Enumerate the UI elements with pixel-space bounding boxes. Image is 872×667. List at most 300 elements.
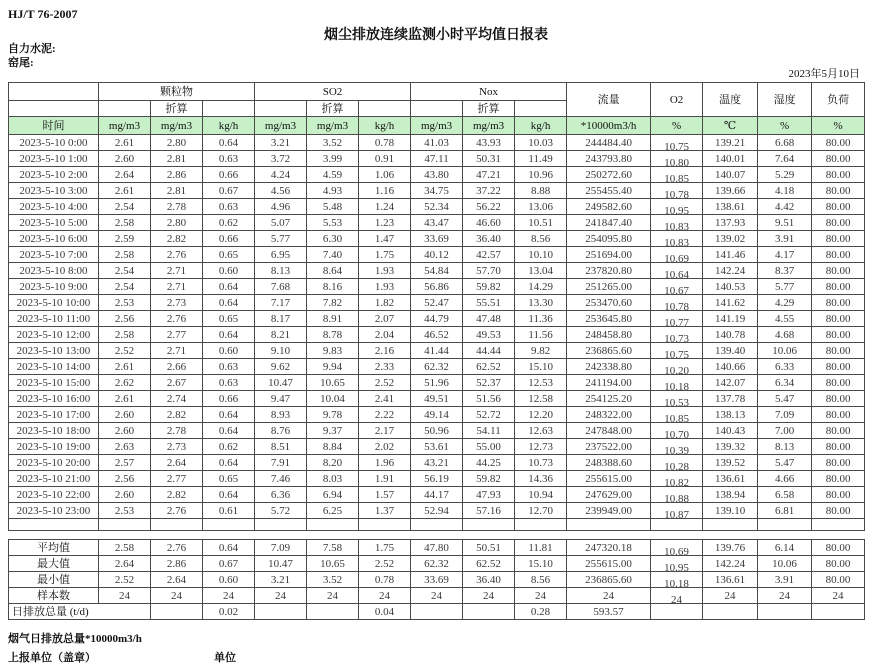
value-cell: 138.61 — [703, 199, 758, 215]
value-cell: 0.65 — [203, 247, 255, 263]
converted-label: 折算 — [151, 101, 203, 117]
summary-value-cell: 3.21 — [255, 572, 307, 588]
time-cell: 2023-5-10 4:00 — [9, 199, 99, 215]
value-cell: 253470.60 — [567, 295, 651, 311]
value-cell: 10.53 — [651, 391, 703, 407]
value-cell: 80.00 — [812, 487, 865, 503]
summary-value-cell: 24 — [411, 588, 463, 604]
unit-cell: kg/h — [203, 117, 255, 135]
summary-value-cell: 24 — [203, 588, 255, 604]
unit-cell: kg/h — [359, 117, 411, 135]
unit-cell: mg/m3 — [463, 117, 515, 135]
summary-value-cell: 2.76 — [151, 540, 203, 556]
table-row — [9, 311, 865, 327]
value-cell: 52.72 — [463, 407, 515, 423]
value-cell: 8.13 — [255, 263, 307, 279]
time-cell: 2023-5-10 12:00 — [9, 327, 99, 343]
value-cell: 10.69 — [651, 247, 703, 263]
value-cell: 12.70 — [515, 503, 567, 519]
value-cell: 8.76 — [255, 423, 307, 439]
value-cell: 2.61 — [99, 183, 151, 199]
summary-value-cell: 7.58 — [307, 540, 359, 556]
table-row — [9, 295, 865, 311]
value-cell: 10.95 — [651, 199, 703, 215]
value-cell: 138.94 — [703, 487, 758, 503]
value-cell: 43.47 — [411, 215, 463, 231]
value-cell: 54.84 — [411, 263, 463, 279]
group-particulate: 颗粒物 — [99, 83, 255, 101]
value-cell: 8.20 — [307, 455, 359, 471]
value-cell: 5.47 — [758, 391, 812, 407]
summary-value-cell: 10.69 — [651, 540, 703, 556]
value-cell: 10.65 — [307, 375, 359, 391]
value-cell: 0.63 — [203, 375, 255, 391]
value-cell: 80.00 — [812, 343, 865, 359]
value-cell: 0.65 — [203, 471, 255, 487]
value-cell: 42.57 — [463, 247, 515, 263]
value-cell: 136.61 — [703, 471, 758, 487]
daily-total-cell — [812, 604, 865, 620]
daily-total-cell — [703, 604, 758, 620]
value-cell: 241194.00 — [567, 375, 651, 391]
value-cell: 44.25 — [463, 455, 515, 471]
summary-value-cell: 33.69 — [411, 572, 463, 588]
value-cell: 253645.80 — [567, 311, 651, 327]
value-cell: 1.96 — [359, 455, 411, 471]
value-cell: 0.91 — [359, 151, 411, 167]
time-cell: 2023-5-10 19:00 — [9, 439, 99, 455]
value-cell: 8.03 — [307, 471, 359, 487]
summary-value-cell: 62.32 — [411, 556, 463, 572]
stack-label: 窑尾: — [8, 57, 34, 69]
value-cell: 4.93 — [307, 183, 359, 199]
table-row — [9, 359, 865, 375]
summary-value-cell: 6.14 — [758, 540, 812, 556]
value-cell: 43.80 — [411, 167, 463, 183]
value-cell: 9.47 — [255, 391, 307, 407]
value-cell: 3.99 — [307, 151, 359, 167]
value-cell: 54.11 — [463, 423, 515, 439]
value-cell: 0.64 — [203, 327, 255, 343]
value-cell: 2.07 — [359, 311, 411, 327]
empty-cell — [567, 519, 651, 531]
value-cell: 80.00 — [812, 439, 865, 455]
table-row — [9, 375, 865, 391]
value-cell: 4.42 — [758, 199, 812, 215]
summary-value-cell: 47.80 — [411, 540, 463, 556]
value-cell: 56.19 — [411, 471, 463, 487]
summary-row — [9, 572, 865, 588]
value-cell: 9.10 — [255, 343, 307, 359]
value-cell: 6.25 — [307, 503, 359, 519]
value-cell: 10.83 — [651, 231, 703, 247]
value-cell: 13.04 — [515, 263, 567, 279]
value-cell: 10.73 — [651, 327, 703, 343]
value-cell: 9.37 — [307, 423, 359, 439]
value-cell: 44.44 — [463, 343, 515, 359]
value-cell: 55.00 — [463, 439, 515, 455]
value-cell: 0.62 — [203, 439, 255, 455]
value-cell: 2.16 — [359, 343, 411, 359]
empty-cell — [703, 519, 758, 531]
value-cell: 80.00 — [812, 391, 865, 407]
summary-value-cell: 24 — [703, 588, 758, 604]
value-cell: 0.61 — [203, 503, 255, 519]
value-cell: 80.00 — [812, 199, 865, 215]
value-cell: 10.67 — [651, 279, 703, 295]
empty-cell — [99, 519, 151, 531]
value-cell: 139.32 — [703, 439, 758, 455]
value-cell: 0.64 — [203, 295, 255, 311]
table-row — [9, 455, 865, 471]
value-cell: 10.03 — [515, 135, 567, 151]
value-cell: 80.00 — [812, 407, 865, 423]
summary-value-cell: 2.64 — [99, 556, 151, 572]
empty-cell — [203, 519, 255, 531]
table-row — [9, 407, 865, 423]
value-cell: 139.40 — [703, 343, 758, 359]
summary-value-cell: 0.60 — [203, 572, 255, 588]
value-cell: 243793.80 — [567, 151, 651, 167]
value-cell: 2.78 — [151, 199, 203, 215]
value-cell: 80.00 — [812, 135, 865, 151]
unit-cell: % — [812, 117, 865, 135]
empty-cell — [651, 519, 703, 531]
value-cell: 9.51 — [758, 215, 812, 231]
col-flow: 流量 — [567, 83, 651, 117]
value-cell: 80.00 — [812, 263, 865, 279]
value-cell: 2.56 — [99, 471, 151, 487]
time-cell: 2023-5-10 18:00 — [9, 423, 99, 439]
table-row — [9, 183, 865, 199]
value-cell: 2.64 — [151, 455, 203, 471]
value-cell: 6.94 — [307, 487, 359, 503]
value-cell: 52.47 — [411, 295, 463, 311]
value-cell: 59.82 — [463, 279, 515, 295]
time-cell: 2023-5-10 13:00 — [9, 343, 99, 359]
value-cell: 2.17 — [359, 423, 411, 439]
value-cell: 2.82 — [151, 487, 203, 503]
value-cell: 2.71 — [151, 343, 203, 359]
value-cell: 7.17 — [255, 295, 307, 311]
unit-cell: mg/m3 — [99, 117, 151, 135]
value-cell: 0.67 — [203, 183, 255, 199]
value-cell: 8.56 — [515, 231, 567, 247]
table-row — [9, 167, 865, 183]
group-so2: SO2 — [255, 83, 411, 101]
empty-row — [9, 519, 865, 531]
value-cell: 2.71 — [151, 279, 203, 295]
group-nox: Nox — [411, 83, 567, 101]
value-cell: 0.66 — [203, 167, 255, 183]
value-cell: 0.63 — [203, 199, 255, 215]
value-cell: 53.61 — [411, 439, 463, 455]
converted-label: 折算 — [463, 101, 515, 117]
value-cell: 41.44 — [411, 343, 463, 359]
value-cell: 237522.00 — [567, 439, 651, 455]
value-cell: 5.48 — [307, 199, 359, 215]
value-cell: 239949.00 — [567, 503, 651, 519]
value-cell: 80.00 — [812, 167, 865, 183]
value-cell: 2.74 — [151, 391, 203, 407]
empty-cell — [515, 519, 567, 531]
value-cell: 6.36 — [255, 487, 307, 503]
summary-label: 样本数 — [9, 588, 99, 604]
value-cell: 7.00 — [758, 423, 812, 439]
value-cell: 11.56 — [515, 327, 567, 343]
value-cell: 8.91 — [307, 311, 359, 327]
value-cell: 2.61 — [99, 359, 151, 375]
value-cell: 140.43 — [703, 423, 758, 439]
value-cell: 249582.60 — [567, 199, 651, 215]
value-cell: 2.62 — [99, 375, 151, 391]
value-cell: 7.68 — [255, 279, 307, 295]
report-unit-label: 上报单位（盖章） — [8, 652, 96, 664]
time-cell: 2023-5-10 0:00 — [9, 135, 99, 151]
value-cell: 10.04 — [307, 391, 359, 407]
value-cell: 3.21 — [255, 135, 307, 151]
summary-value-cell: 10.47 — [255, 556, 307, 572]
value-cell: 8.13 — [758, 439, 812, 455]
summary-row — [9, 556, 865, 572]
value-cell: 15.10 — [515, 359, 567, 375]
value-cell: 7.82 — [307, 295, 359, 311]
value-cell: 2.73 — [151, 295, 203, 311]
time-cell: 2023-5-10 16:00 — [9, 391, 99, 407]
value-cell: 8.64 — [307, 263, 359, 279]
value-cell: 1.23 — [359, 215, 411, 231]
value-cell: 8.16 — [307, 279, 359, 295]
value-cell: 1.47 — [359, 231, 411, 247]
value-cell: 43.21 — [411, 455, 463, 471]
value-cell: 255615.00 — [567, 471, 651, 487]
value-cell: 57.16 — [463, 503, 515, 519]
time-cell: 2023-5-10 14:00 — [9, 359, 99, 375]
unit-cell: kg/h — [515, 117, 567, 135]
value-cell: 5.53 — [307, 215, 359, 231]
value-cell: 2.80 — [151, 135, 203, 151]
value-cell: 10.94 — [515, 487, 567, 503]
value-cell: 1.82 — [359, 295, 411, 311]
value-cell: 46.52 — [411, 327, 463, 343]
value-cell: 51.96 — [411, 375, 463, 391]
empty-cell — [812, 519, 865, 531]
summary-rows — [9, 540, 865, 620]
table-row — [9, 439, 865, 455]
value-cell: 2.86 — [151, 167, 203, 183]
value-cell: 1.24 — [359, 199, 411, 215]
value-cell: 8.84 — [307, 439, 359, 455]
value-cell: 7.40 — [307, 247, 359, 263]
value-cell: 2.82 — [151, 407, 203, 423]
value-cell: 37.22 — [463, 183, 515, 199]
summary-value-cell: 0.67 — [203, 556, 255, 572]
value-cell: 0.64 — [203, 407, 255, 423]
value-cell: 2.63 — [99, 439, 151, 455]
summary-row — [9, 588, 865, 604]
value-cell: 8.21 — [255, 327, 307, 343]
value-cell: 2.33 — [359, 359, 411, 375]
unit-cell: % — [758, 117, 812, 135]
table-row — [9, 199, 865, 215]
value-cell: 2.76 — [151, 311, 203, 327]
value-cell: 2.71 — [151, 263, 203, 279]
value-cell: 10.82 — [651, 471, 703, 487]
value-cell: 2.59 — [99, 231, 151, 247]
summary-value-cell: 50.51 — [463, 540, 515, 556]
value-cell: 1.57 — [359, 487, 411, 503]
value-cell: 5.77 — [758, 279, 812, 295]
value-cell: 41.03 — [411, 135, 463, 151]
value-cell: 10.06 — [758, 343, 812, 359]
value-cell: 2.52 — [359, 375, 411, 391]
value-cell: 50.31 — [463, 151, 515, 167]
value-cell: 141.62 — [703, 295, 758, 311]
unit-cell: mg/m3 — [411, 117, 463, 135]
value-cell: 2.60 — [99, 487, 151, 503]
value-cell: 6.95 — [255, 247, 307, 263]
table-row — [9, 279, 865, 295]
empty-cell — [307, 519, 359, 531]
value-cell: 139.21 — [703, 135, 758, 151]
value-cell: 10.78 — [651, 295, 703, 311]
value-cell: 254095.80 — [567, 231, 651, 247]
value-cell: 44.79 — [411, 311, 463, 327]
empty-cell — [9, 519, 99, 531]
value-cell: 36.40 — [463, 231, 515, 247]
value-cell: 9.62 — [255, 359, 307, 375]
value-cell: 46.60 — [463, 215, 515, 231]
value-cell: 10.88 — [651, 487, 703, 503]
summary-value-cell: 2.58 — [99, 540, 151, 556]
report-table — [8, 82, 865, 531]
value-cell: 0.64 — [203, 487, 255, 503]
value-cell: 10.51 — [515, 215, 567, 231]
daily-total-cell: 0.04 — [359, 604, 411, 620]
summary-value-cell: 24 — [651, 588, 703, 604]
table-row — [9, 423, 865, 439]
value-cell: 4.96 — [255, 199, 307, 215]
value-cell: 80.00 — [812, 359, 865, 375]
table-row — [9, 343, 865, 359]
time-cell: 2023-5-10 1:00 — [9, 151, 99, 167]
value-cell: 138.13 — [703, 407, 758, 423]
value-cell: 8.37 — [758, 263, 812, 279]
value-cell: 247848.00 — [567, 423, 651, 439]
daily-total-cell — [151, 604, 203, 620]
daily-total-cell — [758, 604, 812, 620]
daily-total-cell — [651, 604, 703, 620]
value-cell: 80.00 — [812, 375, 865, 391]
value-cell: 250272.60 — [567, 167, 651, 183]
value-cell: 4.56 — [255, 183, 307, 199]
value-cell: 2.67 — [151, 375, 203, 391]
value-cell: 139.10 — [703, 503, 758, 519]
value-cell: 10.39 — [651, 439, 703, 455]
value-cell: 52.94 — [411, 503, 463, 519]
daily-total-cell: 0.28 — [515, 604, 567, 620]
summary-value-cell: 80.00 — [812, 540, 865, 556]
daily-total-cell: 593.57 — [567, 604, 651, 620]
value-cell: 8.51 — [255, 439, 307, 455]
value-cell: 80.00 — [812, 215, 865, 231]
value-cell: 2.57 — [99, 455, 151, 471]
summary-value-cell: 2.86 — [151, 556, 203, 572]
summary-value-cell: 24 — [307, 588, 359, 604]
value-cell: 80.00 — [812, 503, 865, 519]
value-cell: 8.93 — [255, 407, 307, 423]
value-cell: 2.54 — [99, 263, 151, 279]
flue-gas-total-note: 烟气日排放总量*10000m3/h — [8, 633, 142, 645]
value-cell: 2.60 — [99, 151, 151, 167]
value-cell: 7.91 — [255, 455, 307, 471]
value-cell: 5.47 — [758, 455, 812, 471]
value-cell: 2.02 — [359, 439, 411, 455]
summary-value-cell: 24 — [151, 588, 203, 604]
table-row — [9, 391, 865, 407]
value-cell: 2.58 — [99, 247, 151, 263]
value-cell: 1.37 — [359, 503, 411, 519]
value-cell: 2.53 — [99, 503, 151, 519]
table-row — [9, 263, 865, 279]
summary-label: 平均值 — [9, 540, 99, 556]
unit-cell: mg/m3 — [255, 117, 307, 135]
value-cell: 13.30 — [515, 295, 567, 311]
value-cell: 5.72 — [255, 503, 307, 519]
value-cell: 248388.60 — [567, 455, 651, 471]
summary-label: 最大值 — [9, 556, 99, 572]
value-cell: 10.10 — [515, 247, 567, 263]
report-date: 2023年5月10日 — [788, 68, 860, 80]
table-row — [9, 135, 865, 151]
empty-cell — [758, 519, 812, 531]
table-row — [9, 151, 865, 167]
unit-cell: ℃ — [703, 117, 758, 135]
empty-cell — [411, 519, 463, 531]
value-cell: 2.60 — [99, 423, 151, 439]
value-cell: 12.53 — [515, 375, 567, 391]
value-cell: 40.12 — [411, 247, 463, 263]
value-cell: 1.06 — [359, 167, 411, 183]
time-cell: 2023-5-10 7:00 — [9, 247, 99, 263]
value-cell: 7.64 — [758, 151, 812, 167]
summary-value-cell: 0.64 — [203, 540, 255, 556]
summary-row — [9, 540, 865, 556]
value-cell: 10.75 — [651, 135, 703, 151]
value-cell: 47.21 — [463, 167, 515, 183]
value-cell: 10.85 — [651, 407, 703, 423]
summary-value-cell: 24 — [567, 588, 651, 604]
value-cell: 80.00 — [812, 231, 865, 247]
time-cell: 2023-5-10 5:00 — [9, 215, 99, 231]
value-cell: 2.60 — [99, 407, 151, 423]
time-cell: 2023-5-10 22:00 — [9, 487, 99, 503]
value-cell: 139.66 — [703, 183, 758, 199]
value-cell: 6.68 — [758, 135, 812, 151]
summary-value-cell: 24 — [359, 588, 411, 604]
time-cell: 2023-5-10 2:00 — [9, 167, 99, 183]
summary-value-cell: 24 — [758, 588, 812, 604]
value-cell: 0.60 — [203, 343, 255, 359]
time-cell: 2023-5-10 23:00 — [9, 503, 99, 519]
value-cell: 142.24 — [703, 263, 758, 279]
value-cell: 2.77 — [151, 327, 203, 343]
value-cell: 4.17 — [758, 247, 812, 263]
summary-value-cell: 142.24 — [703, 556, 758, 572]
value-cell: 2.04 — [359, 327, 411, 343]
summary-value-cell: 236865.60 — [567, 572, 651, 588]
value-cell: 248322.00 — [567, 407, 651, 423]
